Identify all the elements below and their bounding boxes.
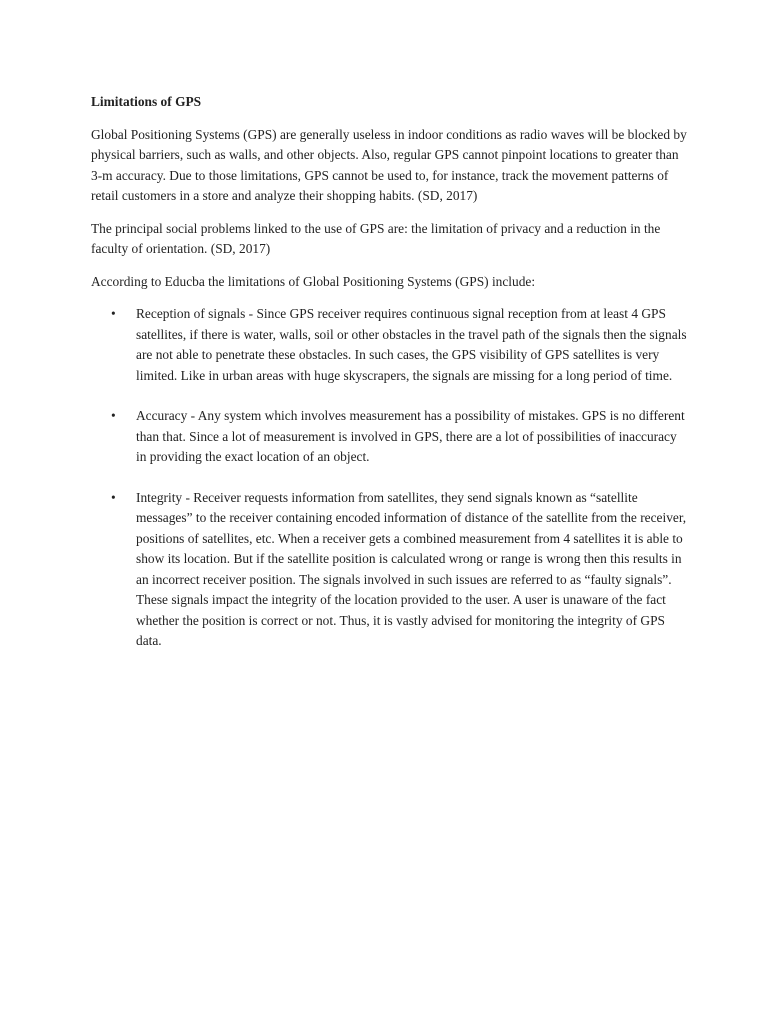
document-heading: Limitations of GPS — [91, 94, 202, 109]
document-page — [91, 92, 691, 672]
bullet-icon: • — [111, 489, 116, 505]
list-item-reception — [91, 304, 689, 386]
list-item-accuracy — [91, 406, 689, 468]
list-item-text: Integrity - Receiver requests information from satellites, they send signals known as “satellite messages” to the receiver containing encoded information of distance of the satellite from the receiver, positions of satellites, etc. When a receiver gets a combined measurement from 4 satellites it is able to show its location. But if the satellite position is calculated wrong or range is wrong then this results in an incorrect receiver position. The signals involved in such issues are referred to as “faulty signals”. These signals impact the integrity of the location provided to the user. A user is unaware of the fact whether the position is correct or not. Thus, it is vastly advised for monitoring the integrity of GPS data. — [136, 489, 687, 648]
list-item-text: Reception of signals - Since GPS receiver requires continuous signal reception from at least 4 GPS satellites, if there is water, walls, soil or other obstacles in the travel path of the signals then the signals are not able to penetrate these obstacles. In such cases, the GPS visibility of GPS satellites is very limited. Like in urban areas with huge skyscrapers, the signals are missing for a long period of time. — [136, 306, 687, 383]
list-item-text: Accuracy - Any system which involves measurement has a possibility of mistakes. GPS is no different than that. Since a lot of measurement is involved in GPS, there are a lot of possibilities of inaccuracy in providing the exact location of an object. — [136, 408, 685, 464]
bullet-icon: • — [111, 408, 116, 423]
limitations-list — [91, 304, 691, 652]
bullet-icon: • — [111, 306, 116, 321]
paragraph-indoor-limitations: Global Positioning Systems (GPS) are generally useless in indoor conditions as radio waves will be blocked by physical barriers, such as walls, and other objects. Also, regular GPS cannot pinpoint locations to greater than 3-m accuracy. Due to those limitations, GPS cannot be used to, for instance, track the movement patterns of retail customers in a store and analyze their shopping habits. (SD, 2017) — [91, 126, 687, 203]
list-item-integrity — [91, 488, 689, 652]
paragraph-educba-intro: According to Educba the limitations of Global Positioning Systems (GPS) include: — [91, 273, 536, 289]
paragraph-social-problems: The principal social problems linked to the use of GPS are: the limitation of privacy and a reduction in the faculty of orientation. (SD, 2017) — [91, 220, 661, 256]
